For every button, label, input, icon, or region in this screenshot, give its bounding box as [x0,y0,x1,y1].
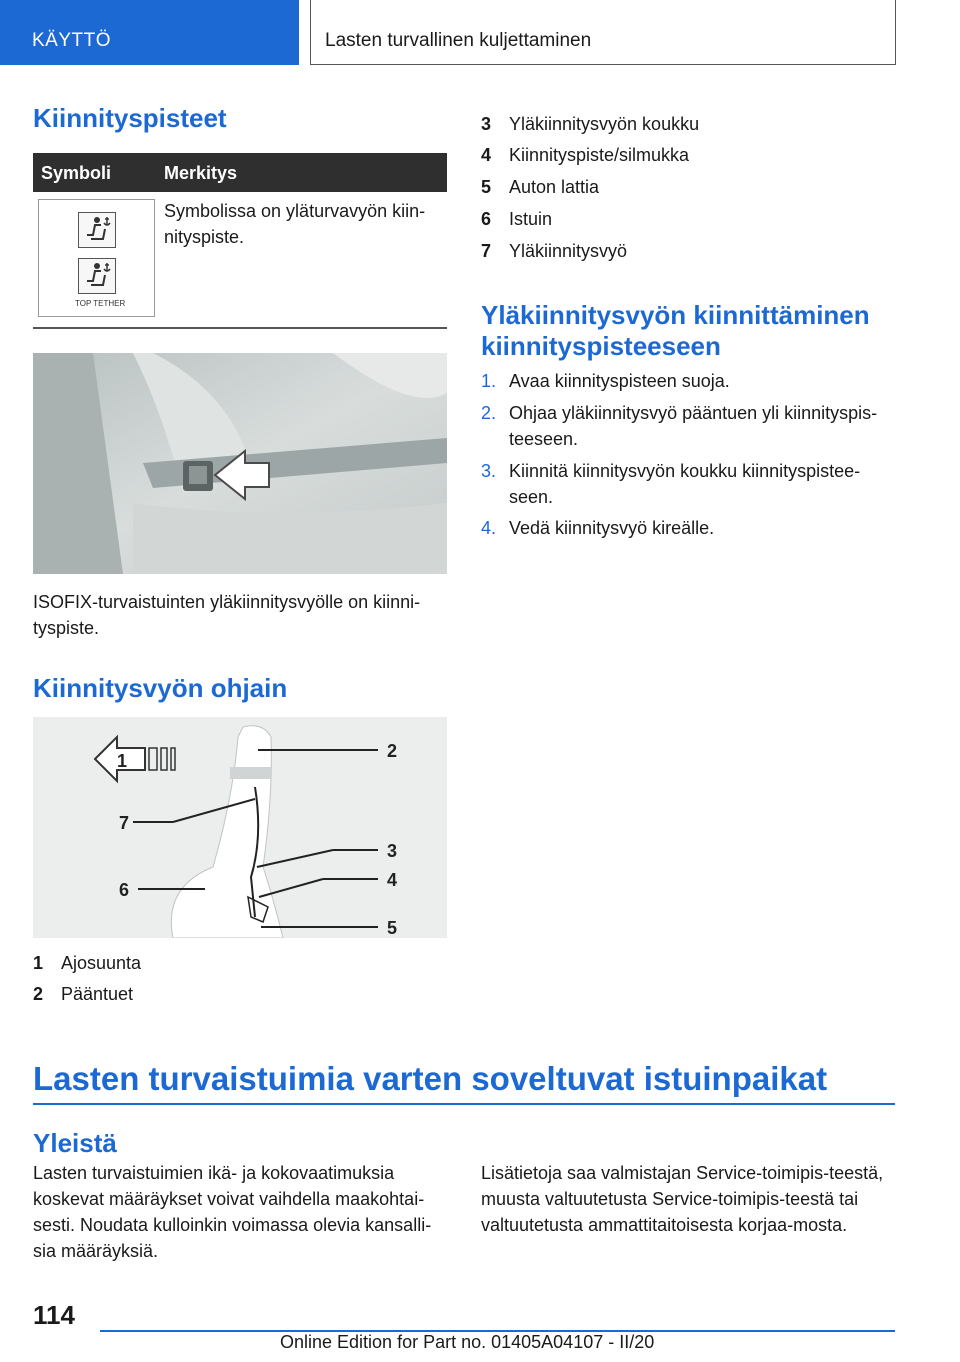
anchor-point-photo [33,353,447,574]
top-tether-caption: TOP TETHER [75,299,126,308]
step-text: Kiinnitä kiinnitysvyön koukku kiinnityspistee-seen. [509,461,861,507]
legend-text: Ajosuunta [61,953,142,973]
header-section-label: KÄYTTÖ [32,30,112,51]
heading-attach-tether [481,300,895,362]
legend-number: 4 [481,145,492,165]
legend-item [481,241,895,267]
legend-item [481,209,895,235]
diagram-label-3: 3 [387,841,398,861]
diagram-label-1: 1 [117,751,128,771]
diagram-label-4: 4 [387,870,398,890]
section-title: Lasten turvaistuimia varten soveltuvat istuinpaikat [33,1060,828,1097]
heading-attach-line-1: Yläkiinnitysvyön kiinnittäminen [481,300,870,330]
diagram-label-7: 7 [119,813,130,833]
top-tether-icon [78,258,116,294]
page-number: 114 [33,1300,75,1330]
header-section-tab [0,0,299,65]
photo-caption: ISOFIX-turvaistuinten yläkiinnitysvyölle on kiinni-tyspiste. [33,592,421,638]
legend-text: Kiinnityspiste/silmukka [509,145,690,165]
legend-text: Pääntuet [61,984,134,1004]
step-number: 2. [481,403,497,423]
legend-item [481,145,895,171]
table-bottom-rule [33,327,447,329]
section-title-rule [33,1103,895,1105]
belt-guide-diagram [33,717,447,938]
step-text: Vedä kiinnitysvyö kireälle. [509,518,715,538]
legend-item [33,953,447,979]
child-seat-anchor-icon [78,212,116,248]
legend-text: Auton lattia [509,177,600,197]
step-text: Avaa kiinnityspisteen suoja. [509,371,730,391]
heading-belt-guide: Kiinnitysvyön ohjain [33,673,288,703]
diagram-label-6: 6 [119,880,130,900]
legend-number: 6 [481,209,492,229]
diagram-label-2: 2 [387,741,398,761]
general-text-right: Lisätietoja saa valmistajan Service-toimipis-teestä, muusta valtuutetusta Service-toimipis-teestä tai valtuutetusta ammattitaitoisesta korjaa-mosta. [481,1163,884,1235]
heading-anchor-points: Kiinnityspisteet [33,103,227,133]
step-number: 3. [481,461,497,481]
legend-number: 5 [481,177,492,197]
step-number: 1. [481,371,497,391]
heading-attach-line-2: kiinnityspisteeseen [481,331,721,361]
legend-item [481,114,895,140]
legend-number: 3 [481,114,492,134]
legend-number: 2 [33,984,44,1004]
col-meaning: Merkitys [164,163,238,183]
header-chapter-box [310,0,896,65]
general-text-left: Lasten turvaistuimien ikä- ja kokovaatimuksia koskevat määräykset voivat vaihdella maakohtai-sesti. Noudata kulloinkin voimassa olevia kansalli-sia määräyksiä. [33,1163,432,1261]
legend-text: Yläkiinnitysvyön koukku [509,114,700,134]
symbol-table-header [33,153,447,192]
diagram-label-5: 5 [387,918,398,938]
footer-edition: Online Edition for Part no. 01405A04107 - II/20 [280,1332,655,1352]
step-text: Ohjaa yläkiinnitysvyö pääntuen yli kiinnityspis-teeseen. [509,403,878,449]
col-symbol: Symboli [41,163,112,183]
legend-number: 1 [33,953,44,973]
legend-item [481,177,895,203]
symbol-meaning-text: Symbolissa on yläturvavyön kiin-nityspiste. [164,201,426,247]
legend-item [33,984,447,1010]
legend-text: Yläkiinnitysvyö [509,241,628,261]
heading-general: Yleistä [33,1128,117,1158]
symbol-cell [38,199,155,317]
legend-number: 7 [481,241,492,261]
legend-text: Istuin [509,209,553,229]
step-number: 4. [481,518,497,538]
header-chapter-label: Lasten turvallinen kuljettaminen [325,30,592,51]
